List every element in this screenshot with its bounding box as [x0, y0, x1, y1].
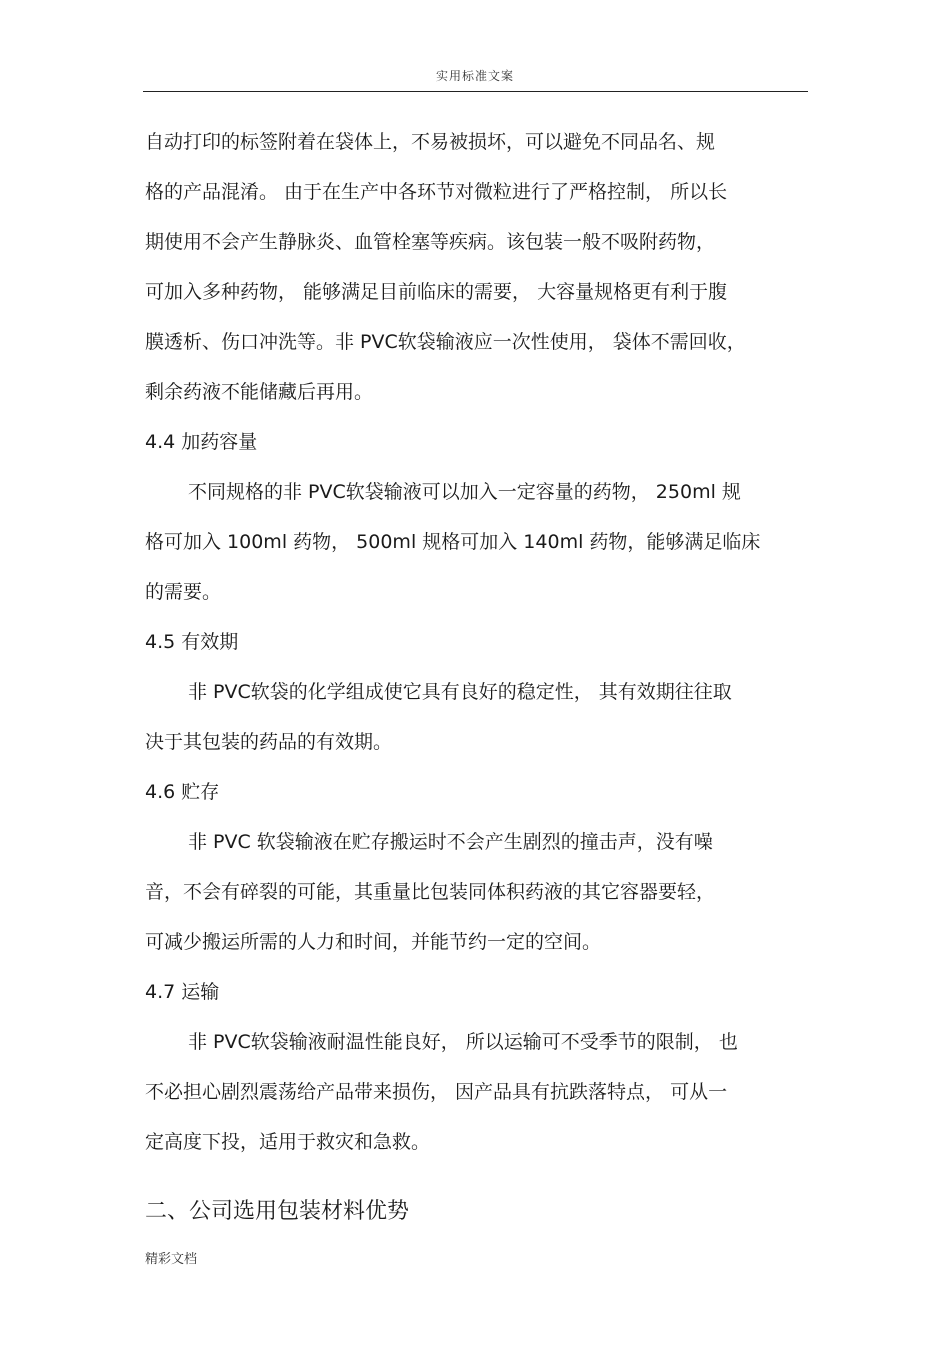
paragraph-line: 决于其包装的药品的有效期。	[145, 731, 393, 753]
paragraph-line: 格可加入 100ml 药物， 500ml 规格可加入 140ml 药物，能够满足临床	[145, 531, 761, 553]
section-heading-4-5: 4.5 有效期	[145, 631, 239, 653]
page-header-title: 实用标准文案	[435, 69, 514, 83]
paragraph-line: 可加入多种药物， 能够满足目前临床的需要， 大容量规格更有利于腹	[145, 281, 728, 303]
section-heading-4-4: 4.4 加药容量	[145, 431, 258, 453]
section-heading-4-7: 4.7 运输	[145, 981, 220, 1003]
paragraph-line: 非 PVC软袋输液耐温性能良好， 所以运输可不受季节的限制， 也	[188, 1031, 738, 1053]
section-heading-4-6: 4.6 贮存	[145, 781, 220, 803]
paragraph-line: 剩余药液不能储藏后再用。	[145, 381, 374, 403]
paragraph-line: 不同规格的非 PVC软袋输液可以加入一定容量的药物， 250ml 规	[188, 481, 741, 503]
paragraph-line: 的需要。	[145, 581, 222, 603]
paragraph-line: 格的产品混淆。 由于在生产中各环节对微粒进行了严格控制， 所以长	[145, 181, 728, 203]
paragraph-line: 非 PVC 软袋输液在贮存搬运时不会产生剧烈的撞击声，没有噪	[188, 831, 713, 853]
paragraph-line: 可减少搬运所需的人力和时间，并能节约一定的空间。	[145, 931, 602, 953]
paragraph-line: 音，不会有碎裂的可能，其重量比包装同体积药液的其它容器要轻，	[145, 881, 716, 903]
paragraph-line: 非 PVC软袋的化学组成使它具有良好的稳定性， 其有效期往往取	[188, 681, 732, 703]
paragraph-line: 不必担心剧烈震荡给产品带来损伤， 因产品具有抗跌落特点， 可从一	[145, 1081, 728, 1103]
paragraph-line: 期使用不会产生静脉炎、血管栓塞等疾病。该包装一般不吸附药物，	[145, 231, 716, 253]
header-divider	[143, 91, 808, 92]
paragraph-line: 膜透析、伤口冲洗等。非 PVC软袋输液应一次性使用， 袋体不需回收，	[145, 331, 746, 353]
paragraph-line: 定高度下投，适用于救灾和急救。	[145, 1131, 431, 1153]
page-footer: 精彩文档	[145, 1252, 198, 1267]
paragraph-line: 自动打印的标签附着在袋体上，不易被损坏，可以避免不同品名、规	[145, 131, 716, 153]
chapter-heading: 二、公司选用包装材料优势	[145, 1199, 410, 1224]
